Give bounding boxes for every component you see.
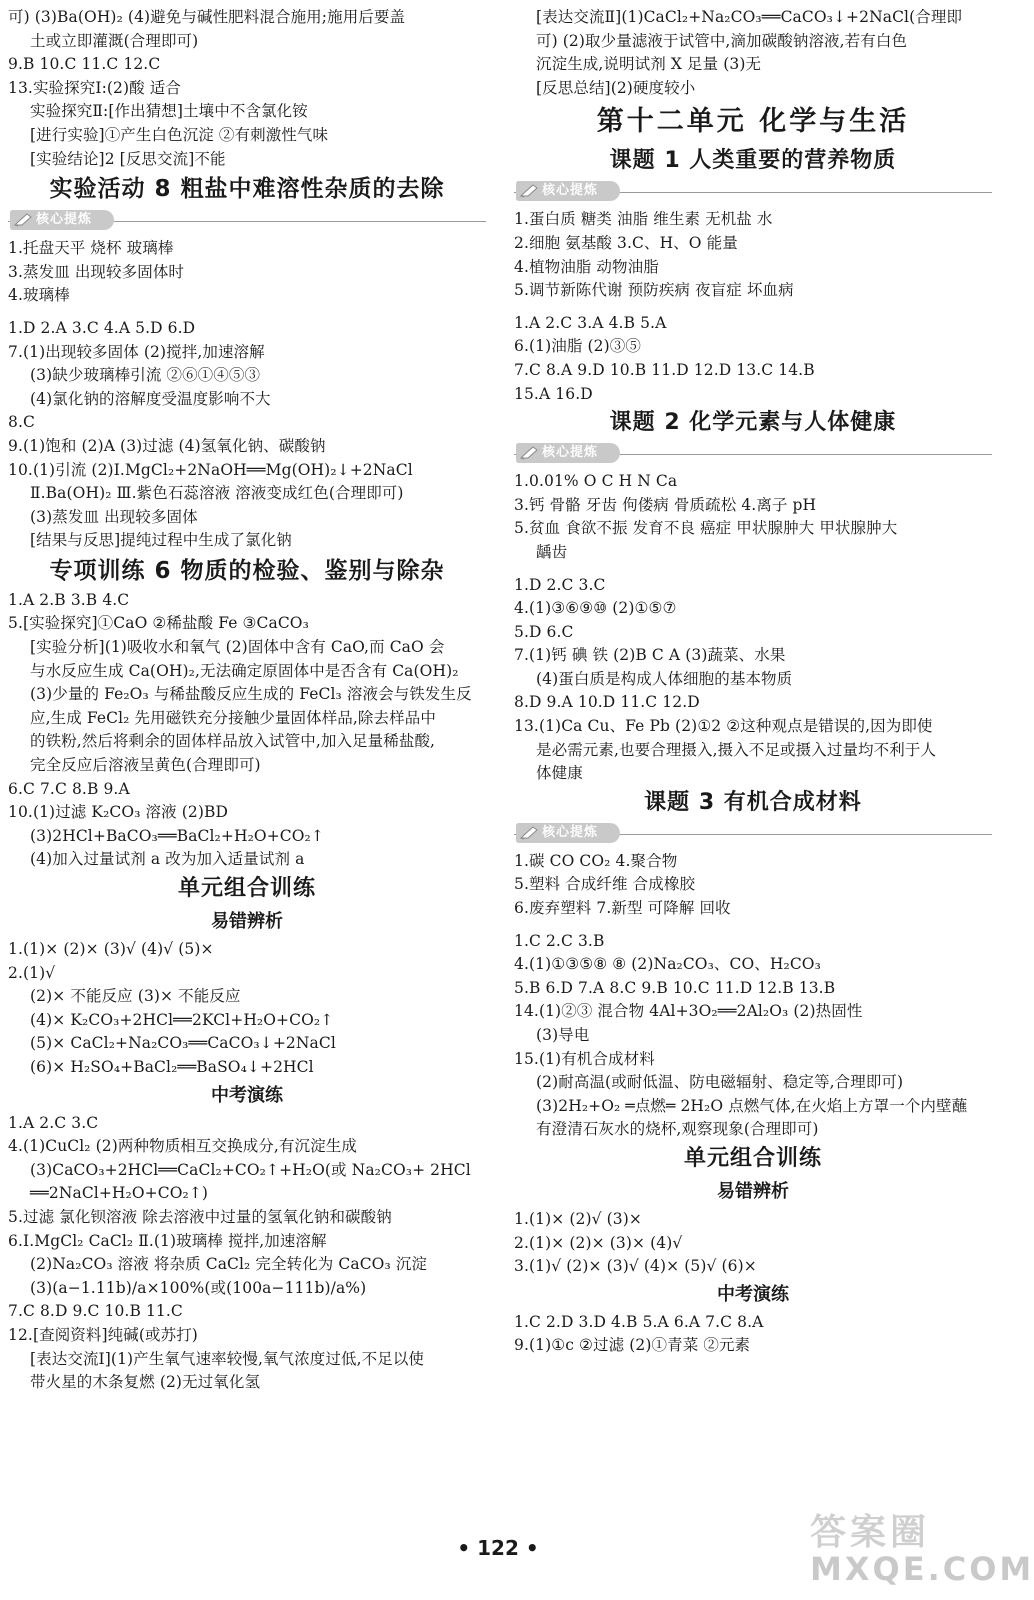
answer-line: (3)导电 [536, 1026, 590, 1044]
answer-line: 2.细胞 氨基酸 3.C、H、O 能量 [514, 233, 738, 252]
answer-line: [表达交流Ⅱ](1)CaCl₂+Na₂CO₃══CaCO₃↓+2NaCl(合理即 [536, 8, 963, 26]
answer-line: 可) (3)Ba(OH)₂ (4)避免与碱性肥料混合施用;施用后要盖 [8, 8, 406, 26]
section-title-activity-8: 实验活动 8 粗盐中难溶性杂质的去除 [49, 176, 445, 203]
answer-line: 15.(1)有机合成材料 [514, 1049, 655, 1068]
answer-line: 4.(1)CuCl₂ (2)两种物质相互交换成分,有沉淀生成 [8, 1137, 357, 1156]
answer-line: 1.(1)× (2)× (3)√ (4)√ (5)× [8, 940, 214, 958]
unit-training-title: 单元组合训练 [683, 1145, 822, 1171]
answer-line: [表达交流Ⅰ](1)产生氧气速率较慢,氧气浓度过低,不足以使 [30, 1349, 425, 1368]
answer-line: 有澄清石灰水的烧杯,观察现象(合理即可) [536, 1120, 819, 1139]
page-number: • 122 • [457, 1536, 539, 1560]
answer-line: 7.C 8.A 9.D 10.B 11.D 12.D 13.C 14.B [514, 360, 815, 379]
answer-line: 7.C 8.D 9.C 10.B 11.C [8, 1302, 183, 1321]
answer-line: 1.C 2.D 3.D 4.B 5.A 6.A 7.C 8.A [514, 1312, 764, 1331]
exam-practice-title: 中考演练 [211, 1084, 283, 1106]
answer-line: (2)耐高温(或耐低温、防电磁辐射、稳定等,合理即可) [536, 1073, 904, 1092]
unit-training-title: 单元组合训练 [177, 876, 316, 901]
answer-line: [实验分析](1)吸收水和氧气 (2)固体中含有 CaO,而 CaO 会 [30, 638, 445, 657]
core-tag: 核心提炼 [516, 443, 620, 463]
core-section-header [514, 180, 992, 204]
spacer [514, 921, 992, 930]
pencil-icon [14, 213, 32, 227]
pencil-icon [520, 446, 538, 460]
left-column [8, 6, 486, 1395]
answer-line: 2.(1)× (2)× (3)× (4)√ [514, 1233, 683, 1252]
answer-line: 5.[实验探究]①CaO ②稀盐酸 Fe ③CaCO₃ [8, 614, 309, 633]
answer-line: 龋齿 [536, 542, 568, 561]
answer-line: 5.塑料 合成纤维 合成橡胶 [514, 875, 696, 894]
spacer [514, 303, 992, 312]
answer-line: 1.D 2.C 3.C [514, 575, 606, 594]
answer-line: 5.D 6.C [514, 622, 574, 641]
watermark-bottom: MXQE.COM [810, 1550, 1034, 1588]
answer-line: 12.[查阅资料]纯碱(或苏打) [8, 1325, 198, 1344]
answer-line: 9.(1)①c ②过滤 (2)①青菜 ②元素 [514, 1336, 751, 1355]
answer-line: 沉淀生成,说明试剂 X 足量 (3)无 [536, 55, 762, 74]
answer-line: [结果与反思]提纯过程中生成了氯化钠 [30, 531, 292, 550]
core-section-header [514, 442, 992, 466]
answer-line: 1.A 2.B 3.B 4.C [8, 590, 130, 609]
answer-line: (6)× H₂SO₄+BaCl₂══BaSO₄↓+2HCl [30, 1057, 314, 1076]
answer-line: 是必需元素,也要合理摄入,摄入不足或摄入过量均不利于人 [536, 740, 937, 759]
answer-line: 1.D 2.A 3.C 4.A 5.D 6.D [8, 318, 196, 337]
answer-line: 6.Ⅰ.MgCl₂ CaCl₂ Ⅱ.(1)玻璃棒 搅拌,加速溶解 [8, 1231, 327, 1250]
answer-line: 完全反应后溶液呈黄色(合理即可) [30, 756, 261, 775]
answer-line: 1.A 2.C 3.C [8, 1113, 99, 1132]
answer-line: 9.B 10.C 11.C 12.C [8, 55, 161, 74]
answer-line: (4)加入过量试剂 a 改为加入适量试剂 a [30, 850, 305, 869]
answer-line: 5.过滤 氯化钡溶液 除去溶液中过量的氢氧化钠和碳酸钠 [8, 1207, 392, 1226]
answer-line: 8.D 9.A 10.D 11.C 12.D [514, 693, 700, 712]
answer-line: 实验探究Ⅱ:[作出猜想]土壤中不含氯化铵 [30, 102, 308, 121]
answer-line: 7.(1)出现较多固体 (2)搅拌,加速溶解 [8, 342, 265, 361]
answer-line: 体健康 [536, 764, 583, 783]
answer-line: 13.实验探究Ⅰ:(2)酸 适合 [8, 78, 181, 97]
answer-line: 带火星的木条复燃 (2)无过氧化氢 [30, 1373, 261, 1392]
answer-line: ══2NaCl+H₂O+CO₂↑) [30, 1184, 209, 1203]
answer-line: (4)氯化钠的溶解度受温度影响不大 [30, 389, 271, 408]
answer-line: 5.调节新陈代谢 预防疾病 夜盲症 坏血病 [514, 281, 794, 300]
core-tag: 核心提炼 [516, 823, 620, 843]
easy-mistake-title: 易错辨析 [211, 911, 283, 932]
answer-line: 1.C 2.C 3.B [514, 931, 605, 950]
answer-line: 2.(1)√ [8, 963, 56, 982]
lesson-2-title: 课题 2 化学元素与人体健康 [609, 410, 897, 436]
core-section-header [514, 822, 992, 846]
lesson-1-title: 课题 1 人类重要的营养物质 [609, 148, 897, 174]
unit-12-title: 第十二单元 化学与生活 [596, 106, 910, 138]
answer-line: 与水反应生成 Ca(OH)₂,无法确定原固体中是否含有 Ca(OH)₂ [30, 661, 459, 680]
answer-line: 4.植物油脂 动物油脂 [514, 257, 659, 276]
right-column [514, 6, 992, 1358]
section-title-training-6: 专项训练 6 物质的检验、鉴别与除杂 [49, 557, 445, 584]
answer-line: 10.(1)过滤 K₂CO₃ 溶液 (2)BD [8, 803, 229, 822]
answer-line: 4.(1)③⑥⑨⑩ (2)①⑤⑦ [514, 599, 677, 618]
answer-line: Ⅱ.Ba(OH)₂ Ⅲ.紫色石蕊溶液 溶液变成红色(合理即可) [30, 484, 404, 503]
answer-line: (5)× CaCl₂+Na₂CO₃══CaCO₃↓+2NaCl [30, 1034, 336, 1053]
core-tag: 核心提炼 [516, 181, 620, 201]
answer-line: (2)Na₂CO₃ 溶液 将杂质 CaCl₂ 完全转化为 CaCO₃ 沉淀 [30, 1255, 428, 1274]
answer-line: (3)蒸发皿 出现较多固体 [30, 507, 198, 526]
answer-line: 4.玻璃棒 [8, 286, 70, 305]
answer-line: 8.C [8, 413, 35, 432]
answer-line: 10.(1)引流 (2)Ⅰ.MgCl₂+2NaOH══Mg(OH)₂↓+2NaCl [8, 460, 413, 479]
answer-line: 1.蛋白质 糖类 油脂 维生素 无机盐 水 [514, 210, 773, 229]
answer-line: 1.A 2.C 3.A 4.B 5.A [514, 313, 667, 332]
answer-line: 1.(1)× (2)√ (3)× [514, 1209, 642, 1228]
answer-line: 可) (2)取少量滤液于试管中,滴加碳酸钠溶液,若有白色 [536, 31, 908, 50]
spacer [514, 565, 992, 574]
answer-line: 土或立即灌溉(合理即可) [30, 31, 199, 50]
spacer [8, 308, 486, 317]
answer-line: (3)CaCO₃+2HCl══CaCl₂+CO₂↑+H₂O(或 Na₂CO₃+ 2HCl [30, 1160, 471, 1179]
answer-line: 3.蒸发皿 出现较多固体时 [8, 262, 185, 281]
answer-line: 13.(1)Ca Cu、Fe Pb (2)①2 ②这种观点是错误的,因为即使 [514, 717, 933, 736]
answer-line: [进行实验]①产生白色沉淀 ②有刺激性气味 [30, 125, 329, 144]
answer-line: (3)2H₂+O₂ ═点燃═ 2H₂O 点燃气体,在火焰上方罩一个内壁蘸 [536, 1096, 968, 1115]
answer-line: 14.(1)②③ 混合物 4Al+3O₂══2Al₂O₃ (2)热固性 [514, 1002, 863, 1021]
answer-line: 9.(1)饱和 (2)A (3)过滤 (4)氢氧化钠、碳酸钠 [8, 436, 326, 455]
answer-line: (3)(a−1.11b)/a×100%(或(100a−111b)/a%) [30, 1278, 367, 1297]
answer-line: 5.贫血 食欲不振 发育不良 癌症 甲状腺肿大 甲状腺肿大 [514, 519, 898, 538]
answer-line: 4.(1)①③⑤⑧ ⑧ (2)Na₂CO₃、CO、H₂CO₃ [514, 955, 821, 974]
core-tag: 核心提炼 [10, 210, 114, 230]
answer-line: 6.C 7.C 8.B 9.A [8, 779, 130, 798]
answer-line: (4)× K₂CO₃+2HCl══2KCl+H₂O+CO₂↑ [30, 1010, 334, 1029]
lesson-3-title: 课题 3 有机合成材料 [644, 789, 862, 815]
core-section-header [8, 209, 486, 233]
pencil-icon [520, 826, 538, 840]
answer-line: 应,生成 FeCl₂ 先用磁铁充分接触少量固体样品,除去样品中 [30, 708, 436, 727]
exam-practice-title: 中考演练 [717, 1283, 789, 1305]
answer-line: 7.(1)钙 碘 铁 (2)B C A (3)蔬菜、水果 [514, 646, 786, 665]
answer-line: (3)缺少玻璃棒引流 ②⑥①④⑤③ [30, 366, 261, 385]
answer-line: (2)× 不能反应 (3)× 不能反应 [30, 987, 241, 1006]
answer-line: 5.B 6.D 7.A 8.C 9.B 10.C 11.D 12.B 13.B [514, 978, 836, 997]
answer-line: 1.0.01% O C H N Ca [514, 472, 678, 491]
answer-line: 6.(1)油脂 (2)③⑤ [514, 337, 641, 356]
answer-line: 3.(1)√ (2)× (3)√ (4)× (5)√ (6)× [514, 1257, 757, 1276]
answer-line: 1.碳 CO CO₂ 4.聚合物 [514, 851, 678, 870]
easy-mistake-title: 易错辨析 [717, 1180, 789, 1202]
answer-line: (3)少量的 Fe₂O₃ 与稀盐酸反应生成的 FeCl₃ 溶液会与铁发生反 [30, 685, 472, 704]
answer-line: [实验结论]2 [反思交流]不能 [30, 149, 226, 168]
answer-line: 6.废弃塑料 7.新型 可降解 回收 [514, 899, 731, 918]
answer-line: 15.A 16.D [514, 384, 593, 403]
answer-line: (3)2HCl+BaCO₃══BaCl₂+H₂O+CO₂↑ [30, 826, 324, 845]
watermark-top: 答案圈 [810, 1512, 931, 1553]
answer-line: [反思总结](2)硬度较小 [536, 78, 696, 97]
answer-line: 的铁粉,然后将剩余的固体样品放入试管中,加入足量稀盐酸, [30, 732, 436, 751]
answer-line: 3.钙 骨骼 牙齿 佝偻病 骨质疏松 4.离子 pH [514, 495, 817, 514]
pencil-icon [520, 184, 538, 198]
watermark-logo [796, 1500, 1034, 1596]
answer-line: 1.托盘天平 烧杯 玻璃棒 [8, 239, 174, 258]
answer-line: (4)蛋白质是构成人体细胞的基本物质 [536, 669, 793, 688]
